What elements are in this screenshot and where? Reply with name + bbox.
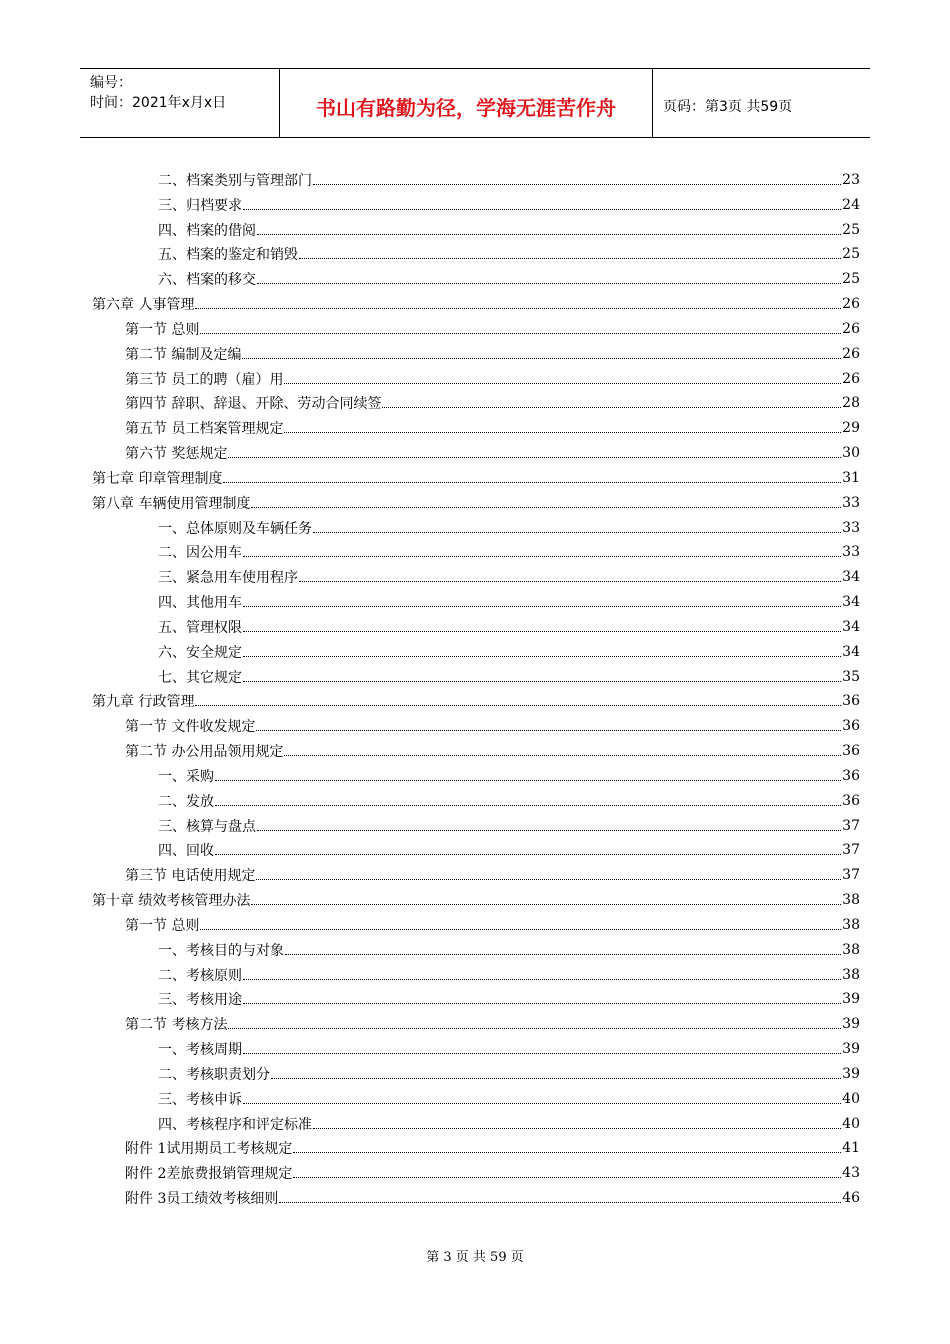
toc-dot-leader bbox=[243, 555, 841, 557]
toc-entry-page: 26 bbox=[842, 345, 860, 362]
toc-entry-page: 40 bbox=[842, 1115, 860, 1132]
toc-entry-title: 附件 1试用期员工考核规定 bbox=[125, 1141, 293, 1158]
toc-entry-page: 43 bbox=[842, 1165, 860, 1182]
toc-dot-leader bbox=[257, 233, 841, 235]
toc-entry-title: 第一节 文件收发规定 bbox=[125, 719, 256, 736]
toc-entry-title: 三、核算与盘点 bbox=[158, 818, 256, 835]
toc-entry-page: 35 bbox=[842, 668, 860, 685]
toc-entry-title: 四、其他用车 bbox=[158, 595, 242, 612]
toc-entry-page: 36 bbox=[842, 767, 860, 784]
toc-dot-leader bbox=[223, 481, 841, 483]
toc-entry[interactable] bbox=[158, 838, 860, 862]
toc-entry-page: 37 bbox=[842, 867, 860, 884]
toc-entry-page: 41 bbox=[842, 1140, 860, 1157]
toc-entry[interactable] bbox=[92, 888, 860, 912]
toc-dot-leader bbox=[284, 382, 841, 384]
toc-entry-page: 38 bbox=[842, 941, 860, 958]
toc-dot-leader bbox=[284, 754, 841, 756]
toc-entry[interactable] bbox=[125, 1186, 860, 1210]
toc-entry-title: 三、考核用途 bbox=[158, 992, 242, 1009]
toc-entry[interactable] bbox=[125, 317, 860, 341]
toc-entry-page: 36 bbox=[842, 792, 860, 809]
toc-entry[interactable] bbox=[158, 168, 860, 192]
toc-entry-page: 26 bbox=[842, 320, 860, 337]
toc-dot-leader bbox=[200, 928, 841, 930]
toc-entry[interactable] bbox=[158, 1037, 860, 1061]
toc-dot-leader bbox=[293, 1151, 841, 1153]
toc-dot-leader bbox=[200, 332, 841, 334]
toc-entry-page: 38 bbox=[842, 966, 860, 983]
toc-entry-title: 第十章 绩效考核管理办法 bbox=[92, 893, 251, 910]
toc-entry[interactable] bbox=[158, 1062, 860, 1086]
header-page-info: 页码：第3页 共59页 bbox=[663, 99, 793, 115]
toc-dot-leader bbox=[243, 680, 841, 682]
toc-dot-leader bbox=[293, 1176, 841, 1178]
toc-entry-title: 二、因公用车 bbox=[158, 545, 242, 562]
toc-entry[interactable] bbox=[125, 1161, 860, 1185]
toc-entry[interactable] bbox=[158, 193, 860, 217]
toc-entry-title: 第六节 奖惩规定 bbox=[125, 446, 228, 463]
toc-entry-title: 一、考核目的与对象 bbox=[158, 942, 284, 959]
toc-entry[interactable] bbox=[125, 739, 860, 763]
toc-entry-title: 第八章 车辆使用管理制度 bbox=[92, 495, 251, 512]
toc-dot-leader bbox=[256, 878, 841, 880]
toc-entry-page: 24 bbox=[842, 196, 860, 213]
header-motto: 书山有路勤为径，学海无涯苦作舟 bbox=[280, 69, 653, 137]
toc-dot-leader bbox=[382, 406, 841, 408]
toc-entry-title: 附件 3员工绩效考核细则 bbox=[125, 1191, 279, 1208]
toc-entry-page: 33 bbox=[842, 494, 860, 511]
toc-entry-page: 36 bbox=[842, 743, 860, 760]
toc-dot-leader bbox=[195, 704, 841, 706]
toc-entry[interactable] bbox=[92, 292, 860, 316]
toc-entry-title: 四、回收 bbox=[158, 843, 214, 860]
toc-dot-leader bbox=[256, 729, 841, 731]
toc-entry-title: 第九章 行政管理 bbox=[92, 694, 195, 711]
toc-entry-title: 六、安全规定 bbox=[158, 644, 242, 661]
toc-entry-title: 第三节 员工的聘（雇）用 bbox=[125, 371, 284, 388]
toc-entry[interactable] bbox=[158, 218, 860, 242]
toc-entry[interactable] bbox=[125, 863, 860, 887]
toc-entry[interactable] bbox=[125, 441, 860, 465]
toc-entry-page: 36 bbox=[842, 693, 860, 710]
toc-entry[interactable] bbox=[158, 615, 860, 639]
toc-entry-title: 二、考核原则 bbox=[158, 967, 242, 984]
toc-dot-leader bbox=[251, 903, 841, 905]
header-meta bbox=[80, 69, 280, 137]
toc-entry-page: 31 bbox=[842, 469, 860, 486]
toc-entry-title: 五、档案的鉴定和销毁 bbox=[158, 247, 298, 264]
toc-entry[interactable] bbox=[158, 764, 860, 788]
toc-dot-leader bbox=[251, 506, 841, 508]
toc-entry[interactable] bbox=[158, 1087, 860, 1111]
toc-entry-page: 37 bbox=[842, 842, 860, 859]
toc-dot-leader bbox=[284, 431, 841, 433]
toc-entry[interactable] bbox=[125, 913, 860, 937]
toc-entry-page: 39 bbox=[842, 1065, 860, 1082]
toc-dot-leader bbox=[215, 779, 841, 781]
toc-dot-leader bbox=[313, 1127, 841, 1129]
toc-entry-page: 26 bbox=[842, 370, 860, 387]
toc-dot-leader bbox=[271, 1077, 841, 1079]
toc-dot-leader bbox=[243, 630, 841, 632]
toc-entry-page: 40 bbox=[842, 1090, 860, 1107]
toc-dot-leader bbox=[243, 1002, 841, 1004]
toc-entry-title: 附件 2差旅费报销管理规定 bbox=[125, 1166, 293, 1183]
toc-entry[interactable] bbox=[125, 1012, 860, 1036]
toc-dot-leader bbox=[243, 208, 841, 210]
toc-entry[interactable] bbox=[158, 590, 860, 614]
toc-entry-page: 39 bbox=[842, 1016, 860, 1033]
document-number-label: 编号： bbox=[90, 75, 132, 91]
page-footer: 第 3 页 共 59 页 bbox=[426, 1250, 524, 1265]
toc-entry[interactable] bbox=[125, 416, 860, 440]
toc-dot-leader bbox=[215, 853, 841, 855]
toc-entry-title: 四、考核程序和评定标准 bbox=[158, 1116, 312, 1133]
toc-entry-title: 第四节 辞职、辞退、开除、劳动合同续签 bbox=[125, 396, 382, 413]
toc-entry-title: 一、考核周期 bbox=[158, 1042, 242, 1059]
toc-entry-title: 第一节 总则 bbox=[125, 321, 200, 338]
toc-dot-leader bbox=[195, 307, 841, 309]
toc-entry[interactable] bbox=[158, 565, 860, 589]
toc-dot-leader bbox=[243, 1102, 841, 1104]
toc-entry[interactable] bbox=[158, 665, 860, 689]
toc-entry-title: 第五节 员工档案管理规定 bbox=[125, 421, 284, 438]
toc-entry-title: 三、考核申诉 bbox=[158, 1091, 242, 1108]
toc-entry[interactable] bbox=[125, 342, 860, 366]
toc-entry-title: 第三节 电话使用规定 bbox=[125, 868, 256, 885]
toc-entry-title: 第七章 印章管理制度 bbox=[92, 470, 223, 487]
toc-entry-title: 第二节 考核方法 bbox=[125, 1017, 228, 1034]
toc-entry-title: 七、其它规定 bbox=[158, 669, 242, 686]
toc-entry-page: 38 bbox=[842, 892, 860, 909]
toc-entry-page: 28 bbox=[842, 395, 860, 412]
toc-entry-title: 三、紧急用车使用程序 bbox=[158, 570, 298, 587]
toc-dot-leader bbox=[243, 1052, 841, 1054]
toc-entry-title: 六、档案的移交 bbox=[158, 272, 256, 289]
toc-entry-page: 25 bbox=[842, 221, 860, 238]
toc-entry-page: 25 bbox=[842, 271, 860, 288]
toc-entry[interactable] bbox=[125, 391, 860, 415]
toc-entry-page: 38 bbox=[842, 916, 860, 933]
toc-dot-leader bbox=[228, 456, 841, 458]
toc-entry-page: 25 bbox=[842, 246, 860, 263]
toc-entry-title: 二、发放 bbox=[158, 793, 214, 810]
toc-entry-title: 一、总体原则及车辆任务 bbox=[158, 520, 312, 537]
toc-entry-page: 37 bbox=[842, 817, 860, 834]
toc-entry-page: 33 bbox=[842, 544, 860, 561]
toc-entry-page: 34 bbox=[842, 569, 860, 586]
toc-entry[interactable] bbox=[92, 491, 860, 515]
toc-entry-title: 四、档案的借阅 bbox=[158, 222, 256, 239]
toc-entry-page: 34 bbox=[842, 594, 860, 611]
toc-dot-leader bbox=[313, 183, 841, 185]
toc-entry-page: 39 bbox=[842, 991, 860, 1008]
toc-entry-page: 23 bbox=[842, 172, 860, 188]
toc-dot-leader bbox=[243, 655, 841, 657]
toc-entry-page: 39 bbox=[842, 1041, 860, 1058]
toc-dot-leader bbox=[299, 580, 841, 582]
toc-entry[interactable] bbox=[158, 516, 860, 540]
toc-entry-title: 第二节 编制及定编 bbox=[125, 346, 242, 363]
toc-entry-page: 34 bbox=[842, 618, 860, 635]
toc-dot-leader bbox=[257, 282, 841, 284]
toc-entry-title: 一、采购 bbox=[158, 768, 214, 785]
toc-entry[interactable] bbox=[158, 938, 860, 962]
toc-entry[interactable] bbox=[125, 367, 860, 391]
toc-entry[interactable] bbox=[125, 1136, 860, 1160]
toc-dot-leader bbox=[243, 978, 841, 980]
document-time-label: 时间：2021年x月x日 bbox=[90, 95, 227, 111]
toc-entry-page: 46 bbox=[842, 1190, 860, 1207]
toc-entry-page: 29 bbox=[842, 420, 860, 437]
toc-dot-leader bbox=[279, 1201, 841, 1203]
toc-entry[interactable] bbox=[158, 540, 860, 564]
toc-entry-title: 三、归档要求 bbox=[158, 197, 242, 214]
toc-dot-leader bbox=[313, 531, 841, 533]
toc-entry-title: 二、档案类别与管理部门 bbox=[158, 173, 312, 189]
toc-dot-leader bbox=[257, 829, 841, 831]
toc-entry[interactable] bbox=[158, 987, 860, 1011]
toc-entry[interactable] bbox=[158, 789, 860, 813]
toc-entry[interactable] bbox=[158, 267, 860, 291]
toc-entry-title: 五、管理权限 bbox=[158, 619, 242, 636]
toc-entry[interactable] bbox=[158, 242, 860, 266]
toc-entry[interactable] bbox=[158, 640, 860, 664]
toc-entry-title: 第一节 总则 bbox=[125, 917, 200, 934]
toc-entry[interactable] bbox=[125, 714, 860, 738]
toc-dot-leader bbox=[215, 804, 841, 806]
toc-dot-leader bbox=[299, 257, 841, 259]
toc-dot-leader bbox=[285, 953, 841, 955]
toc-entry-page: 34 bbox=[842, 643, 860, 660]
toc-dot-leader bbox=[243, 605, 841, 607]
toc-dot-leader bbox=[228, 1027, 841, 1029]
toc-entry-page: 33 bbox=[842, 519, 860, 536]
toc-dot-leader bbox=[242, 357, 841, 359]
toc-entry-page: 36 bbox=[842, 718, 860, 735]
toc-entry-page: 30 bbox=[842, 445, 860, 462]
toc-entry[interactable] bbox=[92, 466, 860, 490]
toc-entry[interactable] bbox=[158, 814, 860, 838]
toc-entry-title: 第六章 人事管理 bbox=[92, 297, 195, 314]
toc-entry-page: 26 bbox=[842, 296, 860, 313]
toc-entry[interactable] bbox=[92, 689, 860, 713]
toc-entry[interactable] bbox=[158, 963, 860, 987]
toc-entry-title: 第二节 办公用品领用规定 bbox=[125, 744, 284, 761]
page-header bbox=[80, 68, 870, 138]
toc-entry[interactable] bbox=[158, 1112, 860, 1136]
toc-entry-title: 二、考核职责划分 bbox=[158, 1066, 270, 1083]
